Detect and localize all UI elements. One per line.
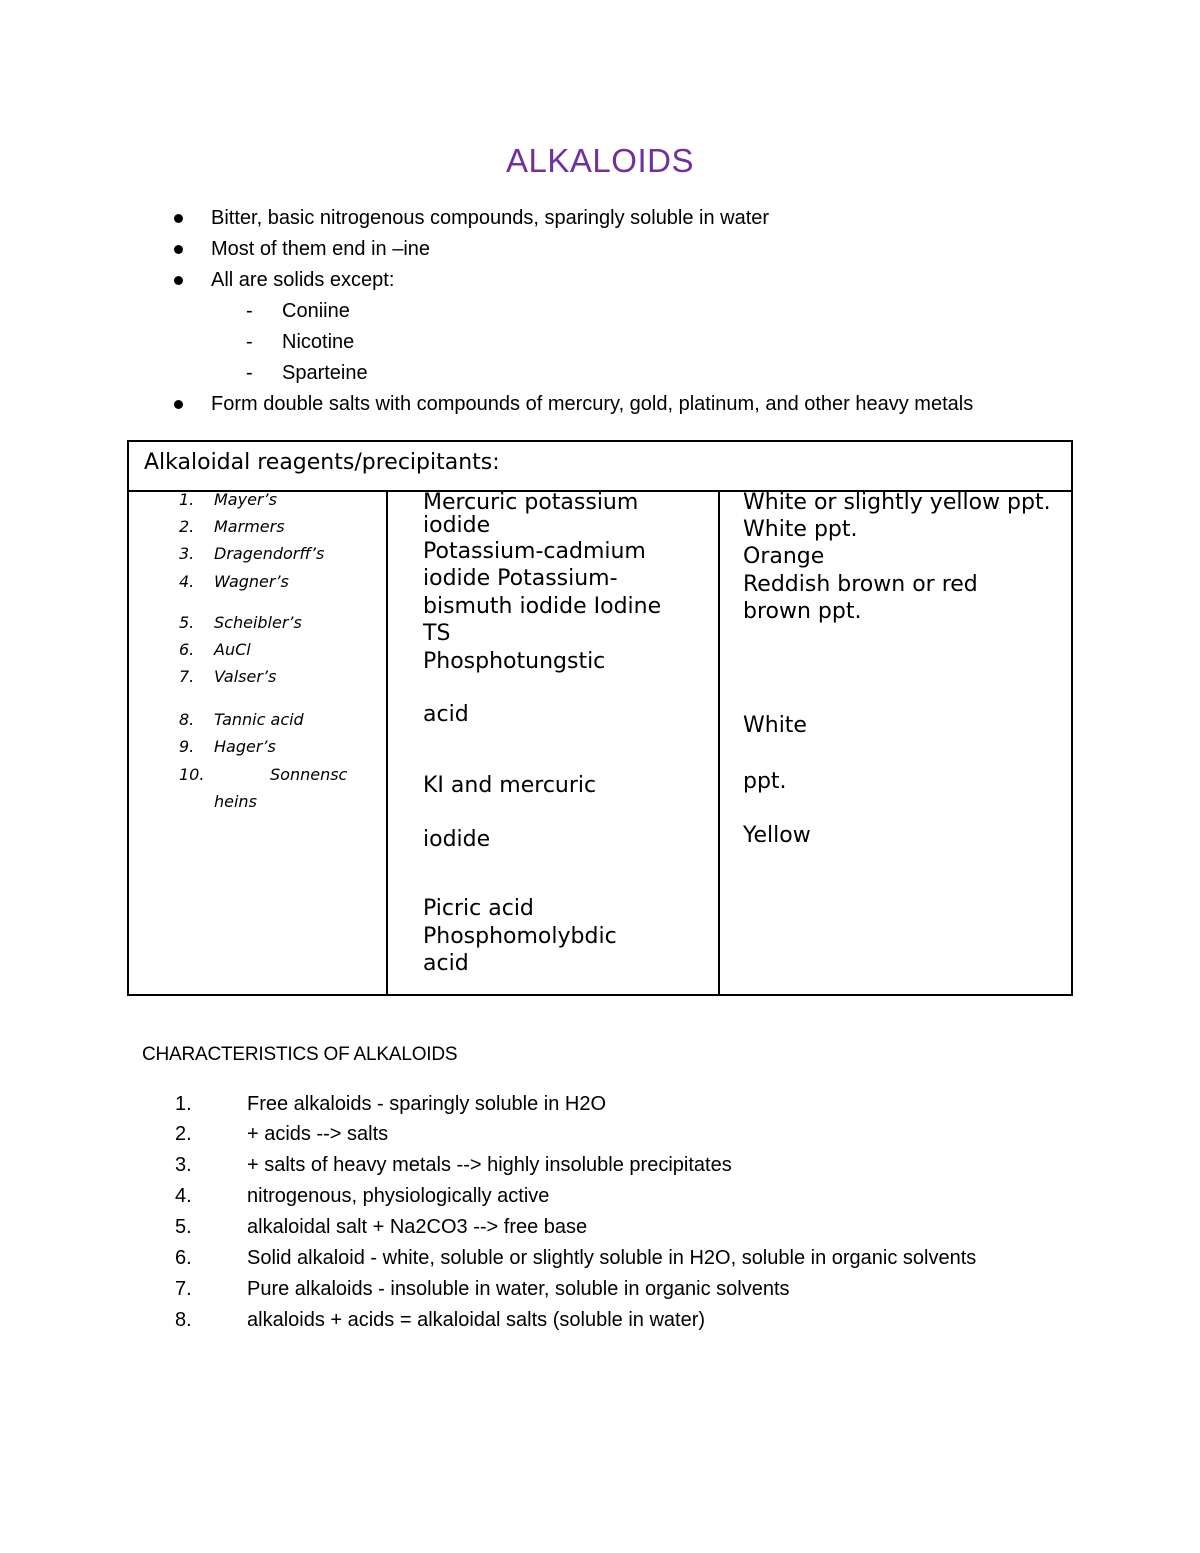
page-title: ALKALOIDS — [506, 142, 694, 179]
bullet-icon — [174, 214, 183, 223]
composition-line: iodide — [423, 513, 491, 538]
result-line: White or slightly yellow ppt. — [743, 490, 1051, 515]
item-number: 7. — [175, 1278, 192, 1300]
composition-line: acid — [423, 951, 469, 976]
result-line: White ppt. — [743, 517, 858, 542]
item-number: 1. — [175, 1093, 192, 1115]
item-number: 4. — [175, 1185, 192, 1207]
composition-line: Mercuric potassium — [423, 490, 639, 515]
item-text: alkaloidal salt + Na2CO3 --> free base — [247, 1216, 588, 1238]
item-text: + salts of heavy metals --> highly insoluble precipitates — [247, 1154, 732, 1176]
result-line: White — [743, 713, 807, 738]
table-header: Alkaloidal reagents/precipitants: — [144, 450, 500, 475]
reagents-table: Alkaloidal reagents/precipitants: 1. Mayer’s 2. Marmers 3. Dragendorff’s 4. Wagner’s 5. Scheibler’s 6. AuCl 7. Valser’s 8. Tannic acid 9. Hager’s 10. Sonnensc heins Mercuric potassium iodide Potassium-cadmium iodide Potassium- bismuth iodide Iodine TS Phosphotungstic acid KI and mercuric iodide Picric acid Phosphomolybdic acid White or slightly yellow ppt. White ppt. Orange Reddish brown or red brown ppt. White ppt. Yellow — [127, 440, 1073, 996]
result-line: Reddish brown or red — [743, 572, 978, 597]
section-heading: CHARACTERISTICS OF ALKALOIDS — [142, 1044, 458, 1065]
dash-marker: - — [246, 300, 253, 322]
bullet-icon — [174, 276, 183, 285]
item-text: alkaloids + acids = alkaloidal salts (soluble in water) — [247, 1309, 706, 1331]
composition-line: acid — [423, 702, 469, 727]
item-text: Pure alkaloids - insoluble in water, soluble in organic solvents — [247, 1278, 790, 1300]
item-number: 6. — [175, 1247, 192, 1269]
composition-line: Potassium-cadmium — [423, 539, 646, 564]
composition-line: iodide Potassium- — [423, 566, 618, 591]
composition-line: KI and mercuric — [423, 773, 597, 798]
dash-marker: - — [246, 362, 253, 384]
composition-line: Phosphotungstic — [423, 649, 606, 674]
item-number: 5. — [175, 1216, 192, 1238]
item-number: 3. — [175, 1154, 192, 1176]
item-text: Solid alkaloid - white, soluble or slightly soluble in H2O, soluble in organic solvents — [247, 1247, 977, 1269]
composition-line: Picric acid — [423, 896, 534, 921]
column-divider — [386, 491, 388, 994]
item-text: + acids --> salts — [247, 1123, 389, 1145]
item-number: 8. — [175, 1309, 192, 1331]
result-line: Yellow — [743, 823, 811, 848]
sub-list-item-text: Sparteine — [282, 362, 368, 384]
dash-marker: - — [246, 331, 253, 353]
list-item-text: Form double salts with compounds of mercury, gold, platinum, and other heavy metals — [211, 393, 974, 415]
composition-line: TS — [423, 621, 451, 646]
item-text: Free alkaloids - sparingly soluble in H2O — [247, 1093, 607, 1115]
result-line: ppt. — [743, 769, 787, 794]
bullet-icon — [174, 400, 183, 409]
result-line: Orange — [743, 544, 825, 569]
composition-line: iodide — [423, 827, 491, 852]
composition-line: bismuth iodide Iodine — [423, 594, 662, 619]
reagent-item-continuation: heins — [214, 792, 257, 811]
list-item-text: Bitter, basic nitrogenous compounds, sparingly soluble in water — [211, 207, 770, 229]
item-number: 2. — [175, 1123, 192, 1145]
item-text: nitrogenous, physiologically active — [247, 1185, 550, 1207]
sub-list-item-text: Nicotine — [282, 331, 355, 353]
composition-line: Phosphomolybdic — [423, 924, 617, 949]
sub-list-item-text: Coniine — [282, 300, 350, 322]
bullet-icon — [174, 245, 183, 254]
column-divider — [718, 491, 720, 994]
result-line: brown ppt. — [743, 599, 862, 624]
list-item-text: Most of them end in –ine — [211, 238, 431, 260]
list-item-text: All are solids except: — [211, 269, 395, 291]
